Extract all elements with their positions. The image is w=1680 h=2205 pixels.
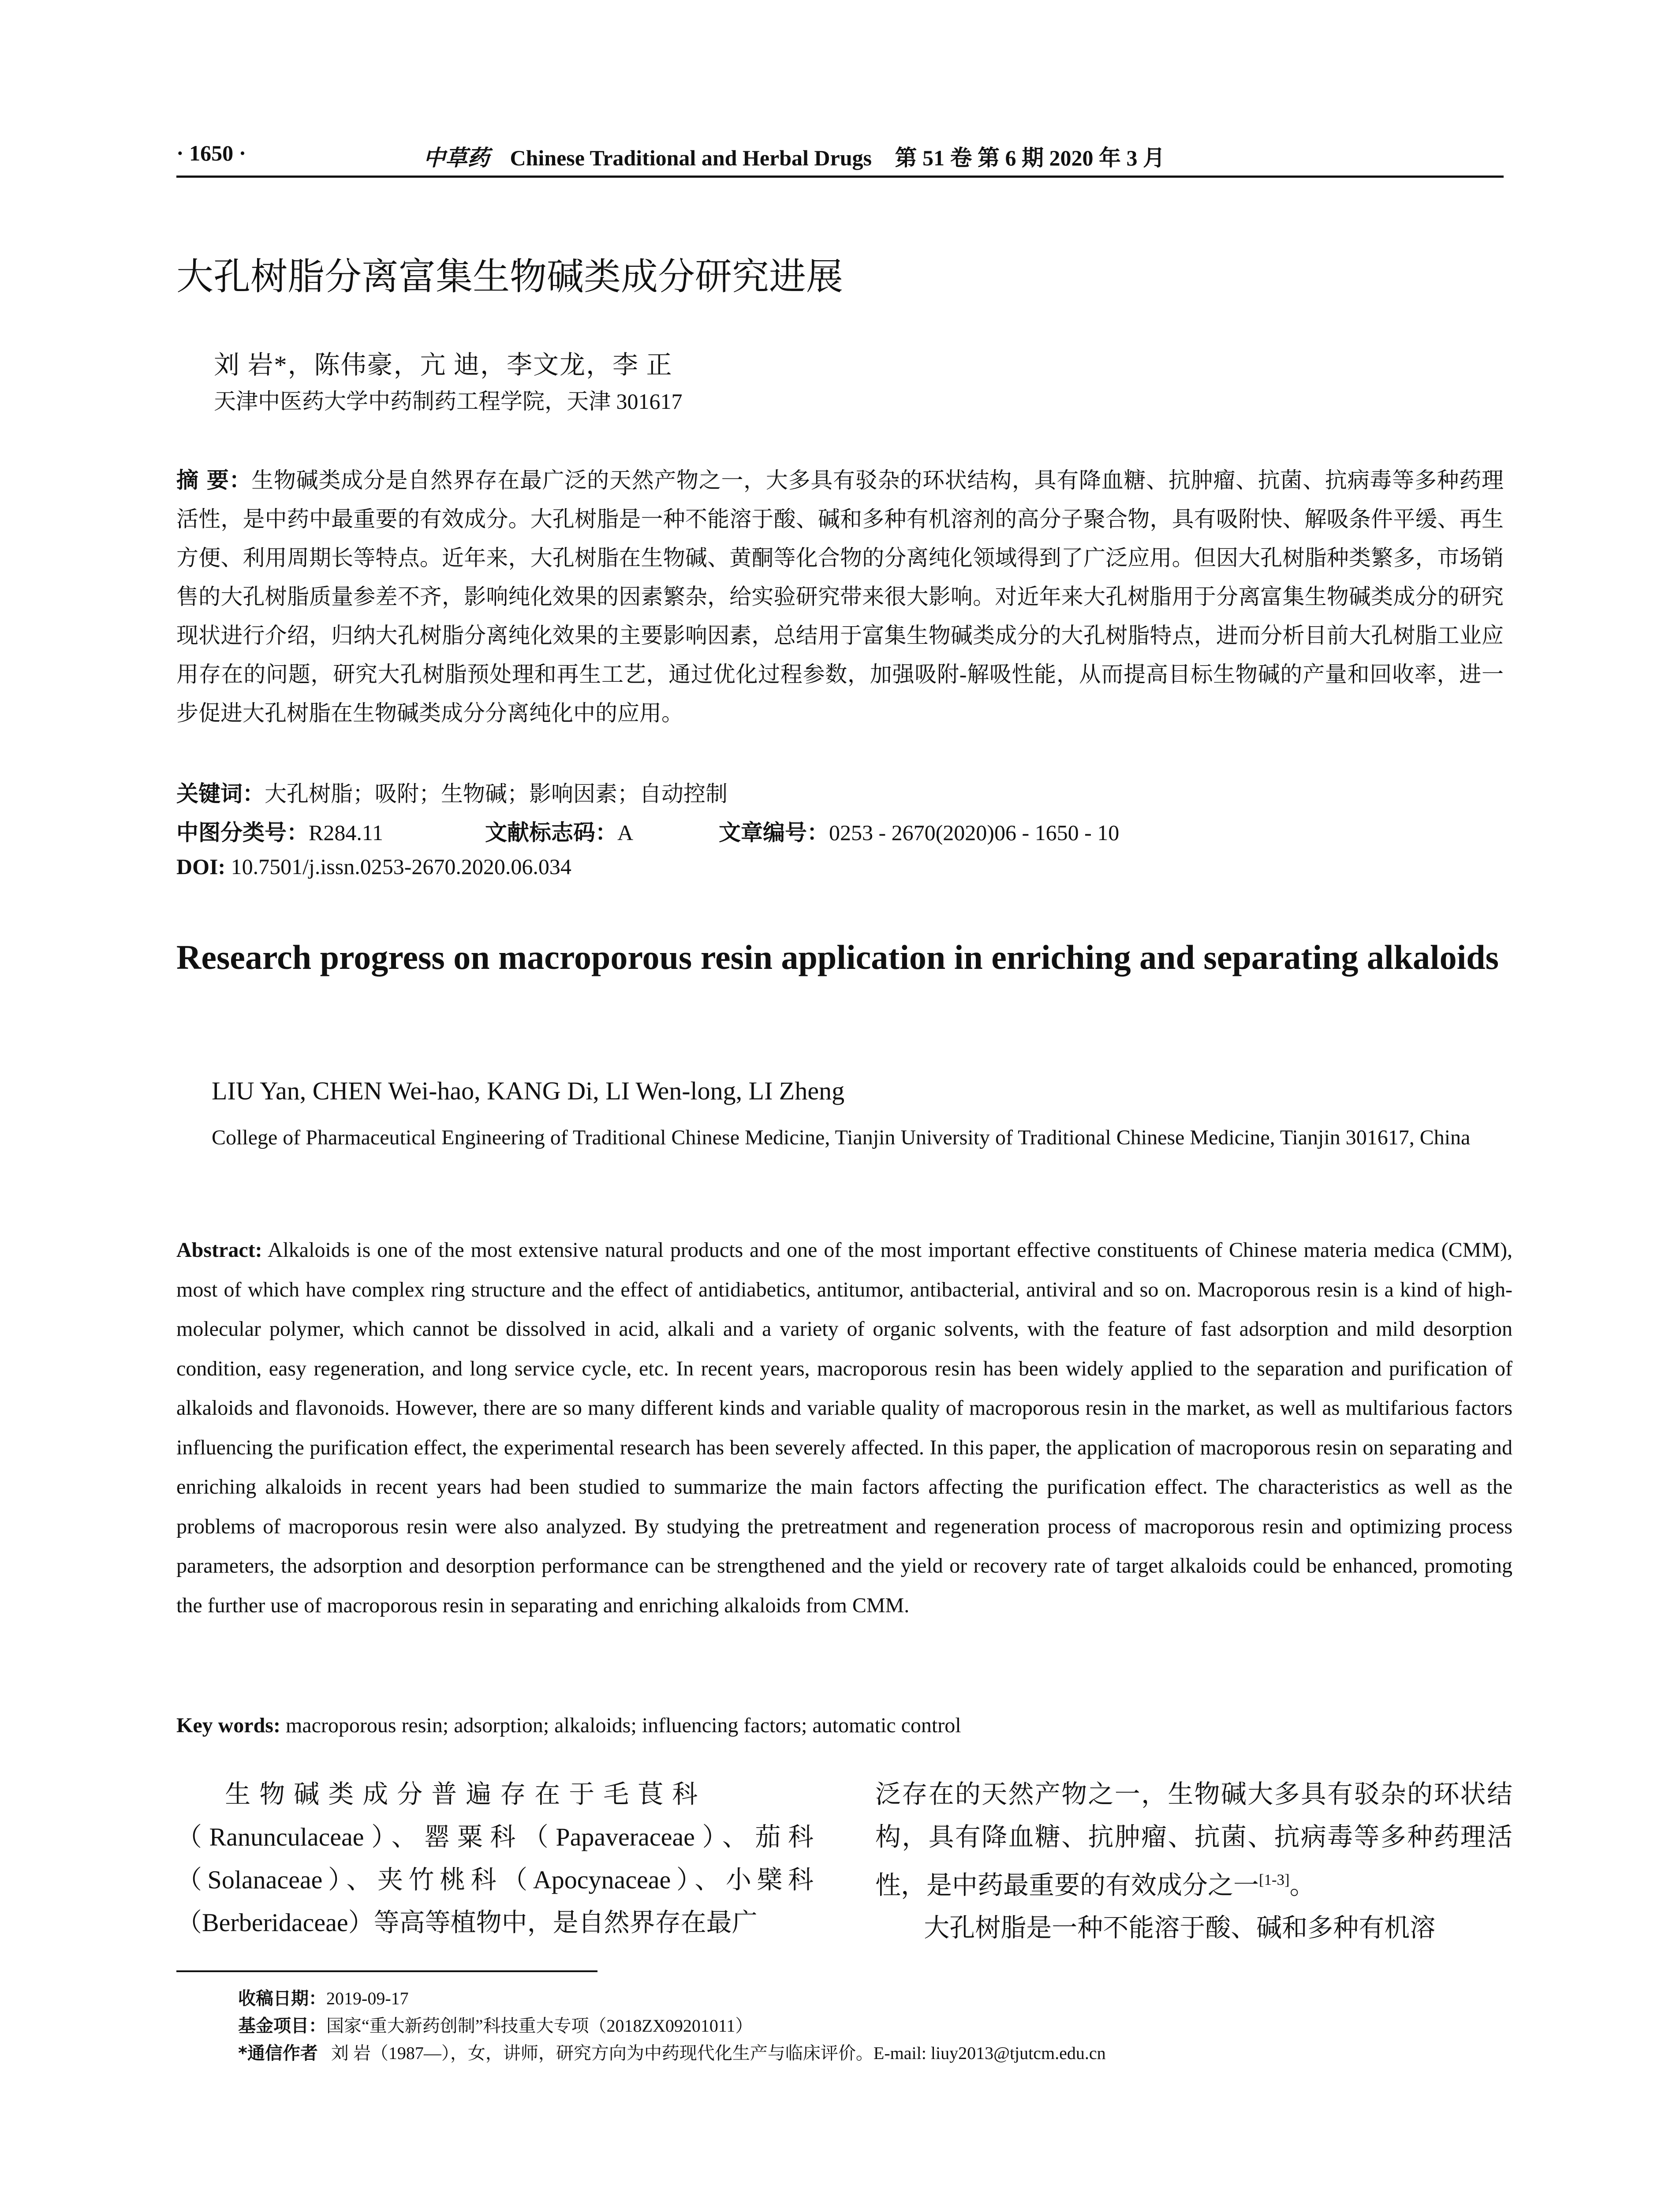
journal-header (423, 140, 1165, 172)
keywords-en-text: macroporous resin; adsorption; alkaloids; influencing factors; automatic control (285, 1714, 961, 1737)
affiliation-cn: 天津中医药大学中药制药工程学院，天津 301617 (214, 389, 683, 414)
received-date: 2019-09-17 (326, 1988, 409, 2008)
body-left-first-line: 生物碱类成分普遍存在于毛茛科 (225, 1780, 707, 1809)
abstract-en-label: Abstract: (176, 1238, 262, 1262)
footnote-corresponding (238, 2039, 1106, 2064)
doc-code-label: 文献标志码： (485, 820, 617, 845)
body-left-text: （Ranunculaceae）、罂粟科（Papaveraceae）、茄科（Solanaceae）、夹竹桃科（Apocynaceae）、小檗科（Berberidaceae）等高等植物中，是自然界存在最广 (176, 1823, 814, 1937)
doi-value: 10.7501/j.issn.0253-2670.2020.06.034 (231, 854, 571, 879)
article-no-label: 文章编号： (719, 820, 829, 845)
authors-en: LIU Yan, CHEN Wei-hao, KANG Di, LI Wen-long, LI Zheng (212, 1076, 845, 1105)
running-header (176, 140, 1504, 178)
issue-info: 第 51 卷 第 6 期 2020 年 3 月 (895, 146, 1165, 170)
keywords-cn-text: 大孔树脂；吸附；生物碱；影响因素；自动控制 (265, 781, 728, 806)
keywords-en-label: Key words: (176, 1714, 280, 1737)
keywords-en (176, 1713, 961, 1738)
footnote-fund (238, 2012, 753, 2037)
doi-line (176, 854, 571, 879)
abstract-en-text: Alkaloids is one of the most extensive natural products and one of the most important effective constituents of Chinese materia medica (CMM), most of which have complex ring structure and the effect of antidiabetics, antitumor, antibacterial, antiviral and so on. Macroporous resin is a kind of high-molecular polymer, which cannot be dissolved in acid, alkali and a variety of organic solvents, with the feature of fast adsorption and mild desorption condition, easy regeneration, and long service cycle, etc. In recent years, macroporous resin has been widely applied to the separation and purification of alkaloids and flavonoids. However, there are so many different kinds and variable quality of macroporous resin in the market, as well as multifarious factors influencing the purification effect, the experimental research has been severely affected. In this paper, the application of macroporous resin on separating and enriching alkaloids in recent years had been studied to summarize the main factors affecting the purification effect. The characteristics as well as the problems of macroporous resin were also analyzed. By studying the pretreatment and regeneration process of macroporous resin and optimizing process parameters, the adsorption and desorption performance can be strengthened and the yield or recovery rate of target alkaloids could be enhanced, promoting the further use of macroporous resin in separating and enriching alkaloids from CMM. (176, 1238, 1512, 1617)
doi-label: DOI: (176, 854, 226, 879)
fund-text: 国家“重大新药创制”科技重大专项（2018ZX09201011） (326, 2016, 753, 2036)
doc-code-value: A (617, 820, 634, 845)
corresponding-label: *通信作者 (238, 2043, 318, 2063)
classification-line (176, 815, 1119, 847)
clc-label: 中图分类号： (176, 820, 309, 845)
body-right-text-1-end: 。 (1289, 1871, 1315, 1900)
citation-ref: [1-3] (1259, 1871, 1290, 1888)
keywords-cn (176, 776, 728, 808)
abstract-cn (176, 461, 1504, 733)
abstract-cn-label: 摘 要： (176, 467, 252, 493)
footnote-rule (176, 1970, 597, 1972)
journal-name-cn: 中草药 (423, 146, 489, 170)
affiliation-en: College of Pharmaceutical Engineering of Traditional Chinese Medicine, Tianjin University of Traditional Chinese Medicine, Tianjin 301617, China (212, 1126, 1471, 1149)
body-column-left (176, 1773, 814, 1944)
corresponding-text: 刘 岩（1987—），女，讲师，研究方向为中药现代化生产与临床评价。E-mail: liuy2013@tjutcm.edu.cn (331, 2043, 1106, 2063)
title-cn: 大孔树脂分离富集生物碱类成分研究进展 (176, 255, 844, 298)
clc-value: R284.11 (309, 820, 383, 845)
authors-cn: 刘 岩*，陈伟豪，亢 迪，李文龙，李 正 (214, 351, 673, 379)
abstract-cn-text: 生物碱类成分是自然界存在最广泛的天然产物之一，大多具有驳杂的环状结构，具有降血糖、抗肿瘤、抗菌、抗病毒等多种药理活性，是中药中最重要的有效成分。大孔树脂是一种不能溶于酸、碱和多种有机溶剂的高分子聚合物，具有吸附快、解吸条件平缓、再生方便、利用周期长等特点。近年来，大孔树脂在生物碱、黄酮等化合物的分离纯化领域得到了广泛应用。但因大孔树脂种类繁多，市场销售的大孔树脂质量参差不齐，影响纯化效果的因素繁杂，给实验研究带来很大影响。对近年来大孔树脂用于分离富集生物碱类成分的研究现状进行介绍，归纳大孔树脂分离纯化效果的主要影响因素，总结用于富集生物碱类成分的大孔树脂特点，进而分析目前大孔树脂工业应用存在的问题，研究大孔树脂预处理和再生工艺，通过优化过程参数，加强吸附-解吸性能，从而提高目标生物碱的产量和回收率，进一步促进大孔树脂在生物碱类成分分离纯化中的应用。 (176, 468, 1504, 725)
abstract-en (176, 1230, 1512, 1625)
keywords-cn-label: 关键词： (176, 781, 265, 807)
footnote-received (238, 1984, 409, 2010)
body-right-text-1: 泛存在的天然产物之一，生物碱大多具有驳杂的环状结构，具有降血糖、抗肿瘤、抗菌、抗病毒等多种药理活性，是中药最重要的有效成分之一 (875, 1780, 1512, 1900)
fund-label: 基金项目： (238, 2016, 326, 2036)
body-right-paragraph-1 (875, 1773, 1512, 1906)
body-column-right (875, 1773, 1512, 1949)
journal-name-en: Chinese Traditional and Herbal Drugs (510, 146, 872, 170)
body-right-paragraph-2: 大孔树脂是一种不能溶于酸、碱和多种有机溶 (924, 1913, 1436, 1943)
page-number: · 1650 · (176, 141, 246, 165)
title-en: Research progress on macroporous resin application in enriching and separating alkaloids (176, 938, 1499, 976)
article-no-value: 0253 - 2670(2020)06 - 1650 - 10 (829, 820, 1120, 845)
received-label: 收稿日期： (238, 1988, 326, 2009)
